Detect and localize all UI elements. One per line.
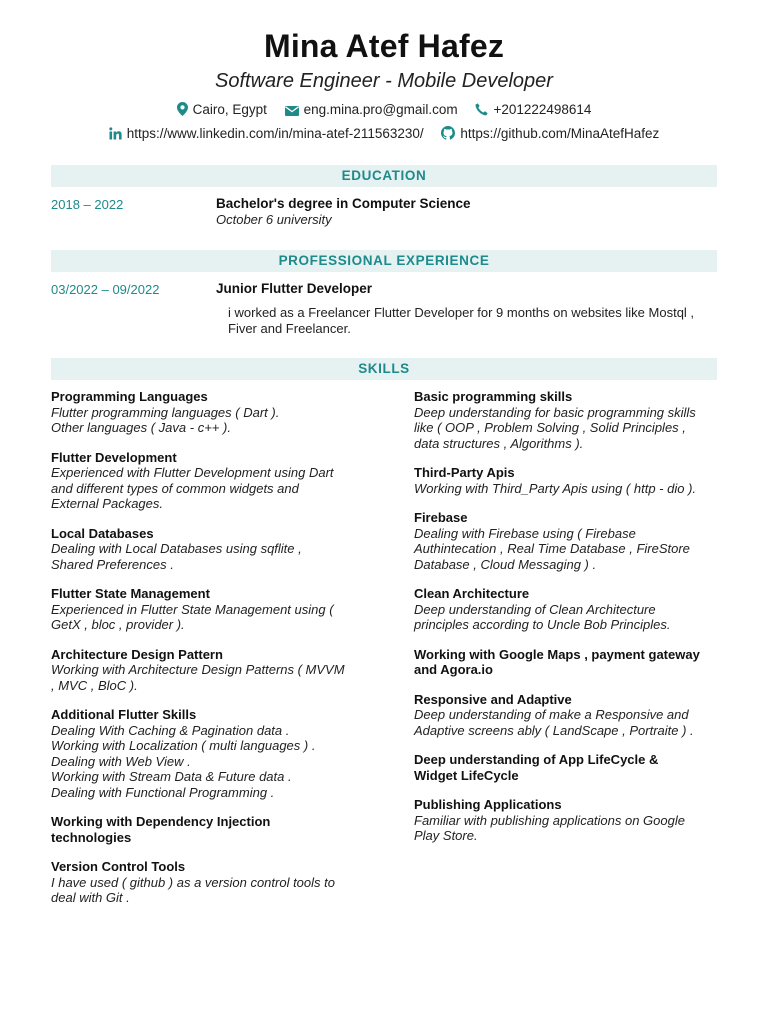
github-item[interactable] — [441, 126, 659, 141]
skills-section-header: SKILLS — [51, 358, 717, 380]
skill-item — [51, 586, 361, 633]
skill-description: Familiar with publishing applications on Google Play Store. — [414, 812, 685, 843]
phone-icon — [475, 103, 488, 116]
skills-left-column — [51, 389, 361, 920]
linkedin-link[interactable]: https://www.linkedin.com/in/mina-atef-211563230/ — [126, 126, 424, 141]
skill-title: Working with Google Maps , payment gateway and Agora.io — [414, 646, 700, 677]
skill-description: Working with Architecture Design Patterns ( MVVM , MVC , BloC ). — [51, 662, 345, 693]
education-date: 2018 – 2022 — [51, 197, 124, 212]
envelope-icon — [285, 106, 299, 116]
skill-title: Firebase — [414, 510, 468, 525]
job-title: Software Engineer - Mobile Developer — [215, 70, 553, 92]
skill-description: Experienced in Flutter State Management using ( GetX , bloc , provider ). — [51, 601, 334, 632]
linkedin-item[interactable] — [109, 126, 424, 141]
skill-description: Dealing with Local Databases using sqflite , Shared Preferences . — [51, 541, 302, 572]
github-link[interactable]: https://github.com/MinaAtefHafez — [460, 126, 660, 141]
skill-title: Version Control Tools — [51, 859, 186, 874]
skill-title: Clean Architecture — [414, 586, 530, 601]
skill-description: Deep understanding of Clean Architecture principles according to Uncle Bob Principles. — [414, 601, 671, 632]
skill-title: Responsive and Adaptive — [414, 691, 572, 707]
skill-item — [51, 647, 361, 694]
skill-title: Additional Flutter Skills — [51, 707, 197, 722]
skill-title: Basic programming skills — [414, 389, 573, 404]
skill-item — [414, 586, 719, 633]
experience-section-header: PROFESSIONAL EXPERIENCE — [51, 250, 717, 272]
skill-title: Local Databases — [51, 525, 154, 541]
skill-title: Working with Dependency Injection technologies — [51, 814, 271, 845]
location-pin-icon — [177, 102, 188, 116]
skill-item — [414, 389, 719, 451]
skill-title: Architecture Design Pattern — [51, 646, 223, 662]
skill-item — [51, 814, 361, 845]
skill-description: Flutter programming languages ( Dart ). Other languages ( Java - c++ ). — [51, 404, 280, 435]
contact-row-links — [0, 126, 768, 141]
skill-item — [414, 510, 719, 572]
skill-description: Working with Third_Party Apis using ( http - dio ). — [414, 480, 697, 496]
skill-title: Programming Languages — [51, 389, 208, 404]
education-section-header: EDUCATION — [51, 165, 717, 187]
phone-item[interactable] — [475, 102, 591, 117]
skill-description: Dealing With Caching & Pagination data . Working with Localization ( multi languages ) . Dealing with Web View . Working with Stream Data & Future data . Dealing with Functional Programming . — [51, 722, 316, 800]
skill-title: Deep understanding of App LifeCycle & Widget LifeCycle — [414, 752, 659, 783]
skill-title: Third-Party Apis — [414, 465, 515, 480]
skill-item — [414, 647, 719, 678]
email-link[interactable]: eng.mina.pro@gmail.com — [303, 102, 458, 117]
skills-right-column — [414, 389, 719, 858]
skill-description: Experienced with Flutter Development using Dart and different types of common widgets and External Packages. — [51, 465, 334, 511]
contact-row-primary — [0, 102, 768, 117]
skill-item — [414, 692, 719, 739]
skill-item — [51, 389, 361, 436]
education-degree: Bachelor's degree in Computer Science — [216, 196, 471, 211]
experience-description: i worked as a Freelancer Flutter Developer for 9 months on websites like Mostql , Fiver and Freelancer. — [228, 305, 695, 336]
skill-item — [51, 859, 361, 906]
skill-description: I have used ( github ) as a version control tools to deal with Git . — [51, 874, 335, 905]
skill-item — [51, 707, 361, 800]
candidate-name: Mina Atef Hafez — [263, 28, 505, 64]
github-icon — [441, 126, 455, 140]
skill-item — [51, 450, 361, 512]
location-text: Cairo, Egypt — [192, 102, 267, 117]
experience-date: 03/2022 – 09/2022 — [51, 282, 160, 297]
skill-description: Deep understanding for basic programming skills like ( OOP , Problem Solving , Solid Principles , data structures , Algorithms ). — [414, 404, 696, 451]
skill-item — [414, 797, 719, 844]
linkedin-icon — [109, 127, 122, 140]
email-item[interactable] — [285, 102, 458, 117]
skill-title: Flutter State Management — [51, 586, 210, 601]
skill-item — [414, 465, 719, 496]
skill-title: Flutter Development — [51, 449, 177, 465]
skill-description: Dealing with Firebase using ( Firebase Authintecation , Real Time Database , FireStore Database , Cloud Messaging ) . — [414, 525, 690, 572]
skill-item — [51, 526, 361, 573]
skill-description: Deep understanding of make a Responsive and Adaptive screens ably ( LandScape , Portraite ) . — [414, 707, 694, 738]
experience-role: Junior Flutter Developer — [216, 281, 373, 296]
location-item — [177, 102, 267, 117]
skill-title: Publishing Applications — [414, 797, 562, 812]
phone-text[interactable]: +201222498614 — [493, 102, 592, 117]
education-school: October 6 university — [216, 212, 332, 227]
skill-item — [414, 752, 719, 783]
